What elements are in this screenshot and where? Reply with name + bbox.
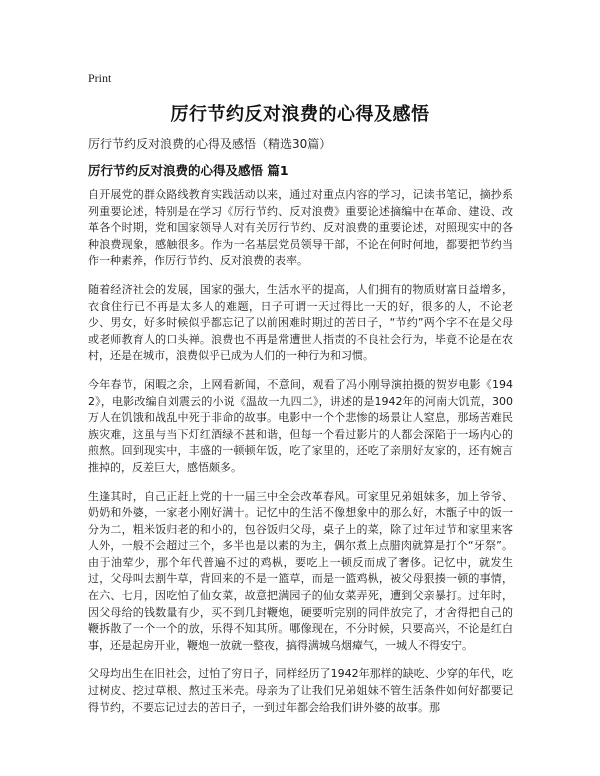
document-subtitle: 厉行节约反对浪费的心得及感悟（精选30篇） <box>88 137 332 151</box>
paragraph: 随着经济社会的发展，国家的强大，生活水平的提高，人们拥有的物质财富日益增多，衣食住行已不再是太多人的难题，日子可谓一天过得比一天的好，很多的人，不论老少、男女，好多时候似乎都忘记了以前困难时期过的苦日子，“节约”两个字不在是父母或老师教育人的口头禅。浪费也不再是常遭世人指责的不良社会行为，毕竟不论是在农村，还是在城市，浪费似乎已成为人们的一种行为和习惯。 <box>88 282 513 363</box>
paragraph: 父母均出生在旧社会，过怕了穷日子，同样经历了1942年那样的缺吃、少穿的年代，吃过树皮、挖过草根、熬过玉米壳。母亲为了让我们兄弟姐妹不管生活条件如何好都要记得节约，不要忘记过去的苦日子，一到过年都会给我们讲外婆的故事。那 <box>88 667 513 714</box>
page-title: 厉行节约反对浪费的心得及感悟 <box>170 104 430 125</box>
section-heading: 厉行节约反对浪费的心得及感悟 篇1 <box>88 163 289 178</box>
article-body <box>88 187 513 728</box>
paragraph: 今年春节，闲暇之余，上网看新闻，不意间，观看了冯小刚导演拍摄的贺岁电影《1942》，电影改编自刘震云的小说《温故一九四二》，讲述的是1942年的河南大饥荒，300万人在饥饿和战乱中死于非命的故事。电影中一个个悲惨的场景让人窒息，那场苦难民族灾难，这虽与当下灯红酒绿不甚和谐，但每一个看过影片的人都会深陷于一场内心的煎熬。回到现实中，丰盛的一顿顿年饭，吃了家里的，还吃了亲朋好友家的，还有婉言推掉的，反差巨大，感悟颇多。 <box>88 377 513 474</box>
print-label: Print <box>88 71 112 85</box>
paragraph: 生逢其时，自己正赶上党的十一届三中全会改革春风。可家里兄弟姐妹多，加上爷爷、奶奶和外婆，一家老小刚好满十。记忆中的生活不像想象中的那么好，木甑子中的饭一分为二，粗米饭归老的和小的，包谷饭归父母，桌子上的菜，除了过年过节和家里来客人外，一般不会超过三个，多半也是以素的为主，偶尔煮上点腊肉就算是打个“牙祭”。由于油荤少，那个年代普遍不过的鸡枞，要吃上一顿反而成了奢侈。记忆中，就发生过，父母叫去割牛草，背回来的不是一篮草，而是一篮鸡枞，被父母狠揍一顿的事情，在六、七月，因吃怕了仙女菜，故意把满园子的仙女菜弄死，遭到父亲暴打。过年时，因父母给的钱数量有少，买不到几封鞭炮，硬要听完别的同伴放完了，才舍得把自己的鞭拆散了一个一个的放，乐得不知其所。哪像现在，不分时候，只要高兴，不论是红白事，还是起房开业，鞭炮一放就一整夜，搞得满城乌烟瘴气，一城人不得安宁。 <box>88 489 513 652</box>
paragraph: 自开展党的群众路线教育实践活动以来，通过对重点内容的学习，记读书笔记，摘抄系列重要论述，特别是在学习《厉行节约、反对浪费》重要论述摘编中在革命、建设、改革各个时期，党和国家领导人对有关厉行节约、反对浪费的重要论述，对照现实中的各种浪费现象，感触很多。作为一名基层党员领导干部，不论在何时何地，都要把节约当作一种素养，作厉行节约、反对浪费的表率。 <box>88 188 513 268</box>
